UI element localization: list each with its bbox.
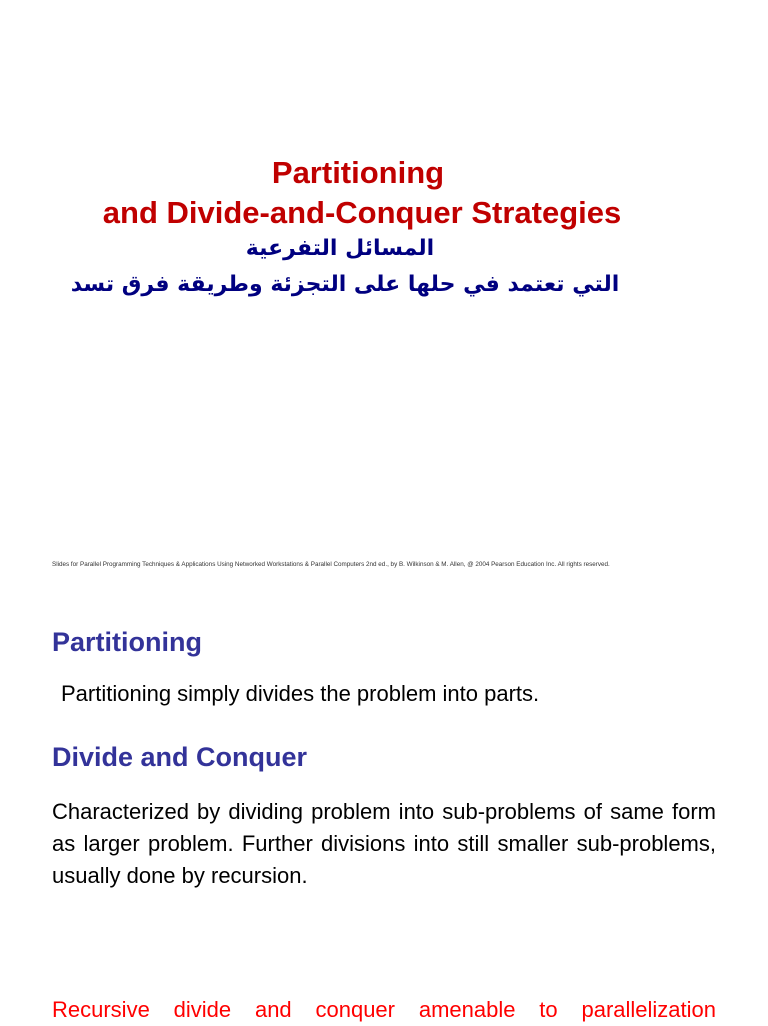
slide-title-line-1: Partitioning: [271, 155, 445, 190]
arabic-subtitle-line-1: المسائل التفرعية: [245, 236, 435, 261]
red-highlight-text: Recursive divide and conquer amenable to parallelization: [52, 997, 716, 1022]
arabic-subtitle-line-2: التي تعتمد في حلها على التجزئة وطريقة فرق تسد: [70, 272, 620, 297]
slide-title-line-2: and Divide-and-Conquer Strategies: [102, 195, 622, 230]
copyright-footer: Slides for Parallel Programming Techniques & Applications Using Networked Workstations & Parallel Computers 2nd ed., by B. Wilkinson & M. Allen, @ 2004 Pearson Education Inc. All rights reserved.: [52, 561, 610, 568]
text-partitioning: Partitioning simply divides the problem into parts.: [61, 681, 540, 706]
heading-partitioning: Partitioning: [52, 627, 202, 657]
content-slide: [0, 590, 768, 1024]
heading-divide-and-conquer: Divide and Conquer: [52, 742, 308, 772]
text-divide-and-conquer: Characterized by dividing problem into sub-problems of same form as larger problem. Further divisions into still smaller sub-problems, usually done by recursion.: [52, 799, 716, 888]
